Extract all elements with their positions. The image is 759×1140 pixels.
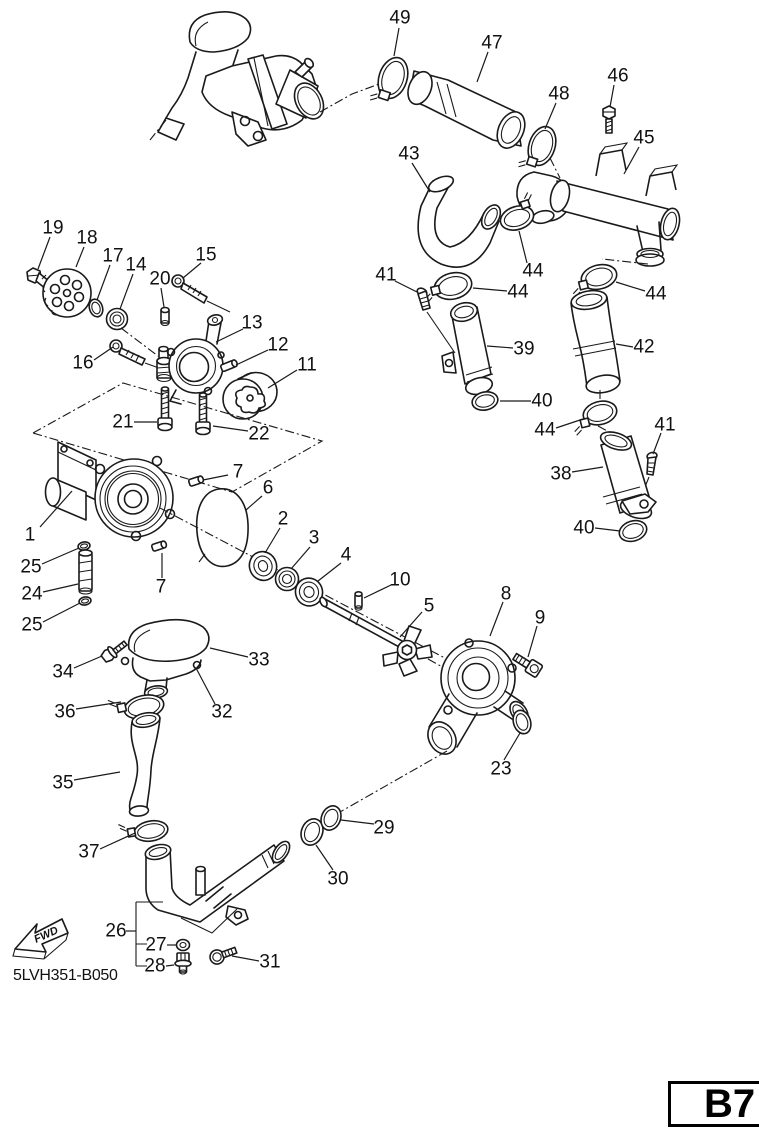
callout-leader-line <box>519 231 527 263</box>
callout-number: 36 <box>54 701 76 723</box>
callout-number: 33 <box>248 649 270 671</box>
gasket-6 <box>197 489 248 567</box>
callout-number: 13 <box>241 312 263 334</box>
cover-33 <box>129 620 209 662</box>
callout-17-17 <box>97 246 124 301</box>
callout-23-23 <box>490 733 520 780</box>
callout-leader-line <box>265 528 280 553</box>
callout-number: 37 <box>78 841 100 863</box>
bolt-9 <box>511 651 543 678</box>
callout-leader-line <box>291 547 310 569</box>
water-pipe-39 <box>442 300 494 397</box>
rotor-cover-18 <box>43 269 91 317</box>
callout-7-6 <box>203 462 243 483</box>
callout-leader-line <box>490 602 503 636</box>
callout-47-53 <box>477 33 503 83</box>
callout-48-54 <box>545 84 570 130</box>
callout-44-48 <box>473 282 529 303</box>
callout-39-40 <box>487 339 535 360</box>
callout-number: 28 <box>144 955 166 977</box>
callout-number: 1 <box>24 524 36 546</box>
callout-12-12 <box>236 335 289 366</box>
callout-14-14 <box>120 255 147 310</box>
callout-number: 40 <box>573 517 595 539</box>
callout-number: 48 <box>548 83 570 105</box>
callout-16-16 <box>72 347 113 374</box>
callout-number: 32 <box>211 701 233 723</box>
callout-leader-line <box>210 648 248 657</box>
callout-19-19 <box>38 218 64 270</box>
callout-31-32 <box>232 952 281 973</box>
screw-16 <box>110 340 159 368</box>
callout-number: 6 <box>262 477 274 499</box>
o-ring-25-bottom <box>78 596 91 606</box>
callout-34-35 <box>52 656 102 683</box>
callout-leader-line <box>473 288 507 291</box>
callout-number: 4 <box>340 544 352 566</box>
callout-2-1 <box>265 509 288 554</box>
callout-number: 49 <box>389 7 411 29</box>
callout-leader-line <box>43 584 78 592</box>
callout-number: 22 <box>248 423 270 445</box>
callout-number: 24 <box>21 583 43 605</box>
callout-leader-line <box>100 833 135 849</box>
callout-number: 41 <box>375 264 397 286</box>
callout-number: 8 <box>500 583 512 605</box>
callout-leader-line <box>196 668 215 704</box>
callout-number: 44 <box>507 281 529 303</box>
callout-leader-line <box>76 247 84 267</box>
hose-43 <box>418 173 504 267</box>
callout-leader-line <box>43 603 80 622</box>
o-ring-25-top <box>77 541 90 551</box>
callout-40-42 <box>573 518 620 539</box>
callout-number: 44 <box>534 419 556 441</box>
callout-leader-line <box>318 563 341 581</box>
callout-number: 18 <box>76 227 98 249</box>
callout-35-36 <box>52 772 120 794</box>
callout-number: 3 <box>308 527 320 549</box>
callout-number: 2 <box>277 508 289 530</box>
callout-number: 12 <box>267 334 289 356</box>
callout-leader-line <box>120 274 133 309</box>
callout-number: 38 <box>550 463 572 485</box>
callout-leader-line <box>545 103 556 129</box>
callout-leader-line <box>395 281 417 292</box>
page-ref-badge: B7 <box>668 1081 759 1127</box>
dowel-pin-7-top <box>188 475 204 486</box>
callout-leader-line <box>653 433 661 454</box>
breather-pipe-24 <box>79 550 92 594</box>
callout-24-24 <box>21 584 78 605</box>
callout-number: 42 <box>633 336 655 358</box>
impeller-shaft-5 <box>319 596 432 676</box>
bolt-31 <box>208 944 238 966</box>
washer-27 <box>177 940 190 951</box>
callout-number: 45 <box>633 127 655 149</box>
callout-leader-line <box>213 426 248 431</box>
callout-27-28 <box>145 935 176 956</box>
callout-26-27 <box>105 921 136 942</box>
callout-number: 44 <box>645 283 667 305</box>
callout-leader-line <box>42 548 79 564</box>
callout-leader-line <box>412 163 430 192</box>
bearing-14 <box>107 309 128 330</box>
callout-25-26 <box>21 603 80 636</box>
callout-number: 26 <box>105 920 127 942</box>
bolt-34 <box>100 637 129 664</box>
callout-44-47 <box>519 231 544 282</box>
callout-3-2 <box>291 528 319 570</box>
o-ring-40-bottom <box>617 517 650 545</box>
dowel-pin-7-bottom <box>151 540 167 551</box>
callout-number: 43 <box>398 143 420 165</box>
callout-number: 35 <box>52 772 74 794</box>
diagram-code: 5LVH351-B050 <box>13 967 118 984</box>
callout-number: 23 <box>490 758 512 780</box>
callout-leader-line <box>595 528 620 531</box>
callout-21-21 <box>112 412 157 433</box>
callout-leader-line <box>236 350 268 365</box>
callout-leader-line <box>94 347 113 360</box>
screw-15 <box>172 275 230 312</box>
callout-leader-line <box>616 344 633 347</box>
callout-number: 39 <box>513 338 535 360</box>
callout-37-38 <box>78 833 135 863</box>
housing-base-32 <box>122 658 202 700</box>
callout-leader-line <box>246 496 262 510</box>
callout-leader-line <box>487 346 513 348</box>
callout-number: 29 <box>373 817 395 839</box>
callout-41-43 <box>375 265 417 293</box>
callout-number: 10 <box>389 569 411 591</box>
callout-number: 21 <box>112 411 134 433</box>
callout-leader-line <box>74 772 120 780</box>
callout-18-18 <box>76 228 98 268</box>
callout-22-22 <box>213 424 270 445</box>
callout-13-13 <box>216 313 263 343</box>
fwd-direction-marker <box>13 919 68 959</box>
callout-number: 19 <box>42 217 64 239</box>
callout-number: 16 <box>72 352 94 374</box>
callout-leader-line <box>610 85 614 107</box>
callout-46-52 <box>607 66 628 108</box>
callout-leader-line <box>316 845 333 870</box>
callout-44-50 <box>534 419 583 441</box>
callout-44-49 <box>616 282 667 305</box>
callout-30-31 <box>316 845 349 890</box>
callout-leader-line <box>364 585 391 598</box>
callout-number: 14 <box>125 254 147 276</box>
callout-number: 20 <box>149 268 171 290</box>
callout-43-46 <box>398 144 430 193</box>
callout-number: 25 <box>20 556 42 578</box>
callout-9-9 <box>528 608 545 658</box>
callout-number: 7 <box>155 576 167 598</box>
callout-number: 11 <box>297 354 317 376</box>
callout-number: 27 <box>145 934 167 956</box>
callout-25-25 <box>20 548 79 578</box>
dowel-pin-10 <box>355 592 362 610</box>
callout-28-29 <box>144 956 174 977</box>
outlet-pipe-26 <box>144 838 293 933</box>
callout-leader-line <box>97 265 110 300</box>
callout-number: 17 <box>102 245 124 267</box>
stud-bolt-22 <box>196 393 210 435</box>
oil-pump-rotor-11 <box>223 373 277 420</box>
hose-35 <box>129 711 161 817</box>
callout-number: 25 <box>21 614 43 636</box>
callout-4-3 <box>318 545 352 582</box>
callout-42-45 <box>616 337 655 358</box>
callout-20-20 <box>149 269 170 308</box>
callout-leader-line <box>572 467 603 472</box>
callout-number: 5 <box>423 595 435 617</box>
callout-number: 47 <box>481 32 503 54</box>
callout-32-33 <box>196 668 233 723</box>
callout-11-11 <box>268 355 317 389</box>
callout-45-51 <box>624 128 655 175</box>
bolt-46 <box>603 106 615 133</box>
callout-leader-line <box>161 288 164 307</box>
callout-10-10 <box>364 570 411 599</box>
callout-49-55 <box>389 8 410 57</box>
callout-number: 40 <box>531 390 553 412</box>
callout-41-44 <box>653 415 676 455</box>
thermostat-housing-assembly <box>150 12 398 146</box>
callout-number: 34 <box>52 661 74 683</box>
callout-leader-line <box>341 820 374 824</box>
callout-leader-line <box>166 965 174 966</box>
callout-leader-line <box>624 147 639 174</box>
callout-leader-line <box>74 656 102 668</box>
radiator-hose-47 <box>403 68 530 152</box>
callout-leader-line <box>616 282 645 291</box>
callout-40-41 <box>500 391 553 412</box>
oil-pump-housing-13 <box>168 313 225 404</box>
callout-number: 46 <box>607 65 629 87</box>
fwd-label: FWD <box>32 924 61 946</box>
callout-number: 44 <box>522 260 544 282</box>
callout-15-15 <box>183 245 217 279</box>
hose-42 <box>570 288 622 395</box>
callout-leader-line <box>38 237 50 269</box>
callout-38-39 <box>550 464 603 485</box>
callout-leader-line <box>394 28 399 56</box>
water-pump-housing-1 <box>46 442 175 541</box>
callout-leader-line <box>203 475 228 480</box>
hose-clamp-37 <box>118 816 169 846</box>
callout-number: 31 <box>259 951 281 973</box>
hose-clamp-49 <box>369 53 413 109</box>
water-pipe-38 <box>598 428 656 522</box>
hose-clamp-44-d <box>569 398 620 436</box>
callout-number: 15 <box>195 244 217 266</box>
callout-7-7 <box>156 553 167 598</box>
callout-leader-line <box>232 956 259 961</box>
callout-leader-line <box>477 52 488 82</box>
callout-number: 41 <box>654 414 676 436</box>
callout-number: 9 <box>534 607 546 629</box>
callout-leader-line <box>504 733 520 760</box>
callout-number: 7 <box>232 461 244 483</box>
callout-33-34 <box>210 648 270 671</box>
callout-leader-line <box>528 626 537 657</box>
callout-number: 30 <box>327 868 349 890</box>
callout-8-8 <box>490 584 511 637</box>
callout-29-30 <box>341 818 395 839</box>
bolt-28 <box>175 953 191 974</box>
bearing-3 <box>276 568 299 591</box>
